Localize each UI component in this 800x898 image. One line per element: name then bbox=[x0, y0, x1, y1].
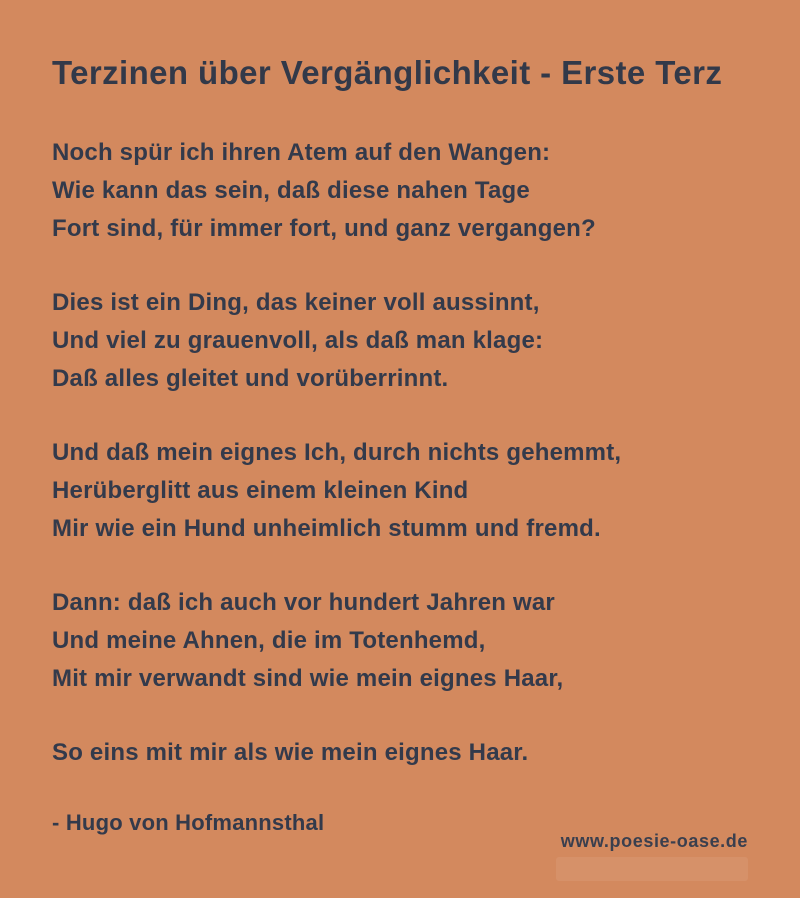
poem-line: Und daß mein eignes Ich, durch nichts gehemmt, bbox=[52, 439, 622, 466]
poem-line: Herüberglitt aus einem kleinen Kind bbox=[52, 477, 469, 504]
poem-line: Noch spür ich ihren Atem auf den Wangen: bbox=[52, 139, 551, 166]
poem-body bbox=[52, 134, 760, 772]
poem-line: Mir wie ein Hund unheimlich stumm und fremd. bbox=[52, 515, 601, 542]
poem-line: Daß alles gleitet und vorüberrinnt. bbox=[52, 365, 449, 392]
poem-line: So eins mit mir als wie mein eignes Haar. bbox=[52, 739, 529, 766]
poem-stanza bbox=[52, 434, 760, 548]
poem-line: Und viel zu grauenvoll, als daß man klage: bbox=[52, 327, 544, 354]
poem-stanza bbox=[52, 134, 760, 248]
poem-title: Terzinen über Vergänglichkeit - Erste Terz bbox=[52, 54, 723, 91]
website-watermark: www.poesie-oase.de bbox=[560, 831, 748, 851]
poem-stanza bbox=[52, 284, 760, 398]
poem-line: Dies ist ein Ding, das keiner voll aussinnt, bbox=[52, 289, 540, 316]
poem-stanza bbox=[52, 584, 760, 698]
poem-line: Fort sind, für immer fort, und ganz vergangen? bbox=[52, 215, 596, 242]
watermark-highlight bbox=[556, 857, 748, 881]
poem-line: Und meine Ahnen, die im Totenhemd, bbox=[52, 627, 486, 654]
poem-line: Dann: daß ich auch vor hundert Jahren war bbox=[52, 589, 555, 616]
poem-line: Mit mir verwandt sind wie mein eignes Haar, bbox=[52, 665, 564, 692]
poem-line: Wie kann das sein, daß diese nahen Tage bbox=[52, 177, 530, 204]
poem-stanza bbox=[52, 734, 760, 772]
poem-attribution: - Hugo von Hofmannsthal bbox=[52, 810, 325, 835]
